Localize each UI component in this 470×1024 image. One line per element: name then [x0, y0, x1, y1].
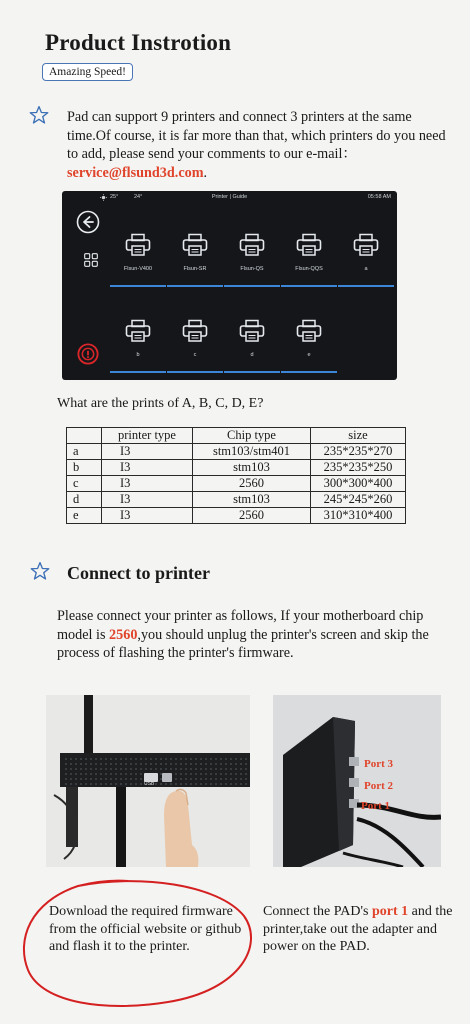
printer-tile-label: b	[136, 352, 140, 358]
table-cell: 2560	[193, 508, 311, 524]
printer-icon	[182, 233, 208, 257]
printer-spec-table	[66, 427, 406, 524]
printer-icon	[353, 233, 379, 257]
printer-tile[interactable]	[167, 225, 223, 287]
status-bar	[62, 191, 397, 204]
clock: 05:58 AM	[367, 194, 391, 200]
printer-tile-label: d	[250, 352, 254, 358]
printer-tile-underline	[224, 371, 280, 373]
printer-icon	[182, 319, 208, 343]
page-title: Product Instrotion	[45, 30, 232, 55]
printer-icon	[239, 233, 265, 257]
printer-tile-label: Flsun-SR	[183, 266, 207, 272]
table-cell: stm103	[193, 492, 311, 508]
port-2-label: Port 2	[364, 780, 394, 792]
printer-icon	[125, 233, 151, 257]
printer-tile-underline	[110, 371, 166, 373]
star-icon	[29, 105, 49, 125]
printer-tile-label: e	[307, 352, 311, 358]
table-header: Chip type	[193, 428, 311, 444]
table-cell: I3	[102, 444, 193, 460]
printer-icon	[296, 319, 322, 343]
table-cell: a	[67, 444, 102, 460]
table-cell: c	[67, 476, 102, 492]
printer-tile-label: c	[193, 352, 197, 358]
table-cell: I3	[102, 492, 193, 508]
table-cell: b	[67, 460, 102, 476]
printer-tile-label: Flsun-V400	[123, 266, 153, 272]
table-cell: d	[67, 492, 102, 508]
bed-temperature: 24°	[134, 194, 143, 200]
printer-usb-photo	[46, 695, 250, 867]
nozzle-temperature: 25°	[110, 194, 119, 200]
printer-icon	[125, 319, 151, 343]
table-cell: 245*245*260	[311, 492, 406, 508]
connect-text-end: ,you should unplug the printer's screen and skip the process of flashing the printer's firmware.	[57, 626, 429, 662]
table-row	[67, 492, 406, 508]
table-cell: 300*300*400	[311, 476, 406, 492]
download-instruction: Download the required firmware from the official website or github and flash it to the printer.	[49, 904, 242, 954]
printer-tile-underline	[167, 371, 223, 373]
port-3-label: Port 3	[364, 758, 394, 770]
section-title: Connect to printer	[67, 563, 210, 583]
star-icon	[30, 561, 50, 581]
speed-badge: Amazing Speed!	[42, 63, 133, 81]
table-cell: 2560	[193, 476, 311, 492]
table-row	[67, 476, 406, 492]
back-icon[interactable]	[76, 210, 100, 234]
printer-tile[interactable]	[281, 225, 337, 287]
table-cell: stm103/stm401	[193, 444, 311, 460]
printer-tile[interactable]	[224, 311, 280, 373]
table-cell: e	[67, 508, 102, 524]
printer-tile[interactable]	[167, 311, 223, 373]
table-cell: I3	[102, 508, 193, 524]
pad-screen-image	[62, 191, 397, 380]
grid-icon[interactable]	[84, 253, 98, 267]
intro-text: Pad can support 9 printers and connect 3 printers at the same time.Of course, it is far more than that, which printers do you need to add, please send your comments to our e-mail：	[67, 109, 446, 163]
support-email[interactable]: service@flsund3d.com	[67, 164, 204, 181]
connect-text-start: Please connect your printer as follows, If your motherboard chip model is	[57, 608, 424, 643]
printer-tile[interactable]	[224, 225, 280, 287]
table-header	[67, 428, 102, 444]
emergency-stop-icon[interactable]	[77, 343, 99, 365]
printer-icon	[296, 233, 322, 257]
table-header: size	[311, 428, 406, 444]
port-1-highlight: port 1	[371, 904, 409, 919]
table-cell: I3	[102, 460, 193, 476]
chip-highlight: 2560	[109, 626, 138, 643]
printer-tile-label: Flsun-QQS	[295, 266, 323, 272]
printer-tile-label: a	[364, 266, 368, 272]
printer-tile-underline	[110, 285, 166, 287]
printer-tile-underline	[224, 285, 280, 287]
intro-end: .	[203, 164, 208, 181]
pad-text-end: and the printer,take out the adapter and power on the PAD.	[263, 904, 453, 954]
usb-label: USB	[144, 781, 155, 787]
pad-ports-photo	[273, 695, 441, 867]
table-cell: 235*235*250	[311, 460, 406, 476]
table-header: printer type	[102, 428, 193, 444]
table-row	[67, 508, 406, 524]
table-header-row	[67, 428, 406, 444]
port-1-label: Port 1	[361, 800, 391, 812]
screen-title: Printer | Guide	[211, 194, 248, 200]
pad-side-illustration	[273, 695, 441, 867]
printer-tile-underline	[281, 285, 337, 287]
printer-tile[interactable]	[338, 225, 394, 287]
printer-tile[interactable]	[110, 311, 166, 373]
question-text: What are the prints of A, B, C, D, E?	[57, 396, 264, 411]
printer-icon	[239, 319, 265, 343]
pad-text-start: Connect the PAD's	[263, 904, 372, 919]
table-row	[67, 444, 406, 460]
table-cell: 235*235*270	[311, 444, 406, 460]
table-cell: I3	[102, 476, 193, 492]
printer-tile-label: Flsun-QS	[240, 266, 264, 272]
printer-tile-underline	[167, 285, 223, 287]
printer-tile[interactable]	[281, 311, 337, 373]
intro-paragraph	[67, 108, 457, 182]
printer-tile-underline	[338, 285, 394, 287]
pad-instruction	[263, 903, 453, 956]
table-cell: stm103	[193, 460, 311, 476]
printer-tile[interactable]	[110, 225, 166, 287]
table-cell: 310*310*400	[311, 508, 406, 524]
connect-paragraph	[57, 607, 452, 663]
printer-tile-underline	[281, 371, 337, 373]
table-row	[67, 460, 406, 476]
